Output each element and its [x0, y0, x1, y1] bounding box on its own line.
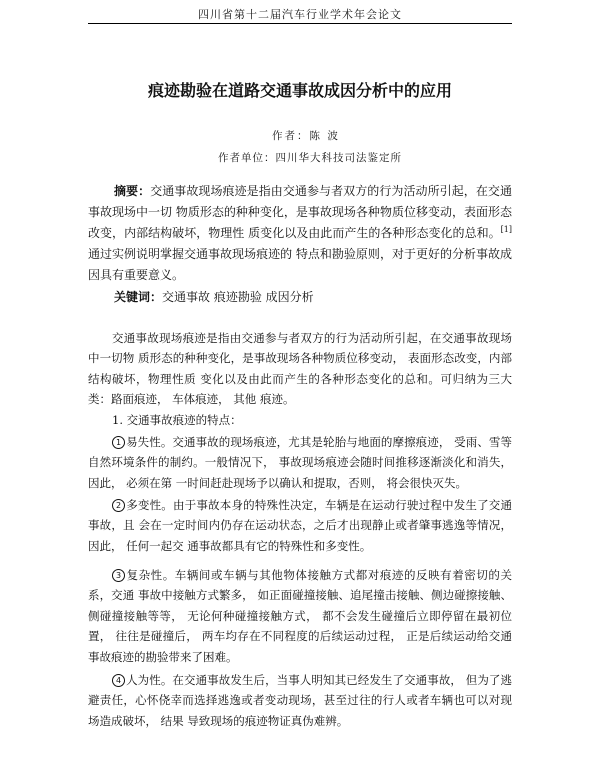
author-label: 作者：: [272, 130, 310, 142]
abstract-text-continued: 通过实例说明掌握交通事故现场痕迹的 特点和勘验原则，对于更好的分析事故成因具有重要意义。: [88, 247, 512, 282]
features-heading: 1. 交通事故痕迹的特点：: [112, 413, 242, 427]
affiliation-name: 四川华大科技司法鉴定所: [275, 152, 402, 164]
abstract-text: 交通事故现场痕迹是指由交通参与者双方的行为活动所引起，在交通事故现场中一切 物质形态的种种变化，是事故现场各种物质位移变动，表面形态改变，内部结构破坏，物理性 质变化以及由此而产生的各种形态变化的总和。: [88, 184, 512, 240]
abstract: [88, 181, 512, 286]
circled-number: 4: [112, 674, 125, 687]
paper-title: 痕迹勘验在道路交通事故成因分析中的应用: [147, 81, 452, 100]
affiliation-line: [218, 150, 402, 165]
feature-text: 复杂性。车辆间或车辆与其他物体接触方式都对痕迹的反映有着密切的关系，交通 事故中接触方式繁多， 如正面碰撞接触、追尾撞击接触、侧边碰擦接触、侧碰撞接触等等， 无论何种碰撞接触方式， 都不会发生碰撞后立即停留在最初位置， 往往是碰撞后， 两车均存在不同程度的后续运动过程， 正是后续运动给交通事故痕迹的勘验带来了困难。: [88, 568, 512, 664]
feature-paragraph: [88, 495, 512, 556]
header-rule: [88, 23, 512, 24]
feature-paragraph: [88, 670, 512, 731]
keywords-label: 关键词：: [114, 290, 163, 304]
running-header: 四川省第十二届汽车行业学术年会论文: [198, 8, 402, 21]
abstract-label: 摘要：: [114, 184, 151, 198]
intro-paragraph: 交通事故现场痕迹是指由交通参与者双方的行为活动所引起，在交通事故现场中一切物 质形态的种种变化，是事故现场各种物质位移变动， 表面形态改变，内部结构破坏，物理性质 变化以及由此而产生的各种形态变化的总和。可归纳为三大类：路面痕迹， 车体痕迹， 其他 痕迹。: [88, 331, 512, 407]
author-name: 陈 波: [309, 130, 340, 142]
affiliation-label: 作者单位：: [218, 152, 276, 164]
circled-number: 1: [112, 436, 125, 449]
feature-text: 易失性。交通事故的现场痕迹，尤其是轮胎与地面的摩擦痕迹， 受雨、雪等自然环境条件的制约。一般情况下， 事故现场痕迹会随时间推移逐渐淡化和消失， 因此， 必须在第 一时间赶赴现场予以确认和提取，否则， 将会很快灭失。: [88, 435, 512, 490]
circled-number: 3: [112, 569, 125, 582]
reference-mark: [1]: [500, 225, 512, 234]
feature-paragraph: [88, 565, 512, 667]
feature-text: 人为性。在交通事故发生后，当事人明知其已经发生了交通事故， 但为了逃避责任，心怀侥幸而选择逃逸或者变动现场，甚至过往的行人或者车辆也可以对现场造成破坏， 结果 导致现场的痕迹物证真伪难辨。: [88, 673, 512, 728]
keywords: [114, 287, 314, 308]
circled-number: 2: [112, 499, 125, 512]
keywords-text: 交通事故 痕迹勘验 成因分析: [162, 290, 314, 304]
author-line: [272, 128, 340, 143]
feature-text: 多变性。由于事故本身的特殊性决定，车辆是在运动行驶过程中发生了交通事故，且 会在一定时间内仍存在运动状态，之后才出现静止或者肇事逃逸等情况， 因此， 任何一起交 通事故都具有它的特殊性和多变性。: [88, 498, 512, 553]
feature-paragraph: [88, 432, 512, 493]
